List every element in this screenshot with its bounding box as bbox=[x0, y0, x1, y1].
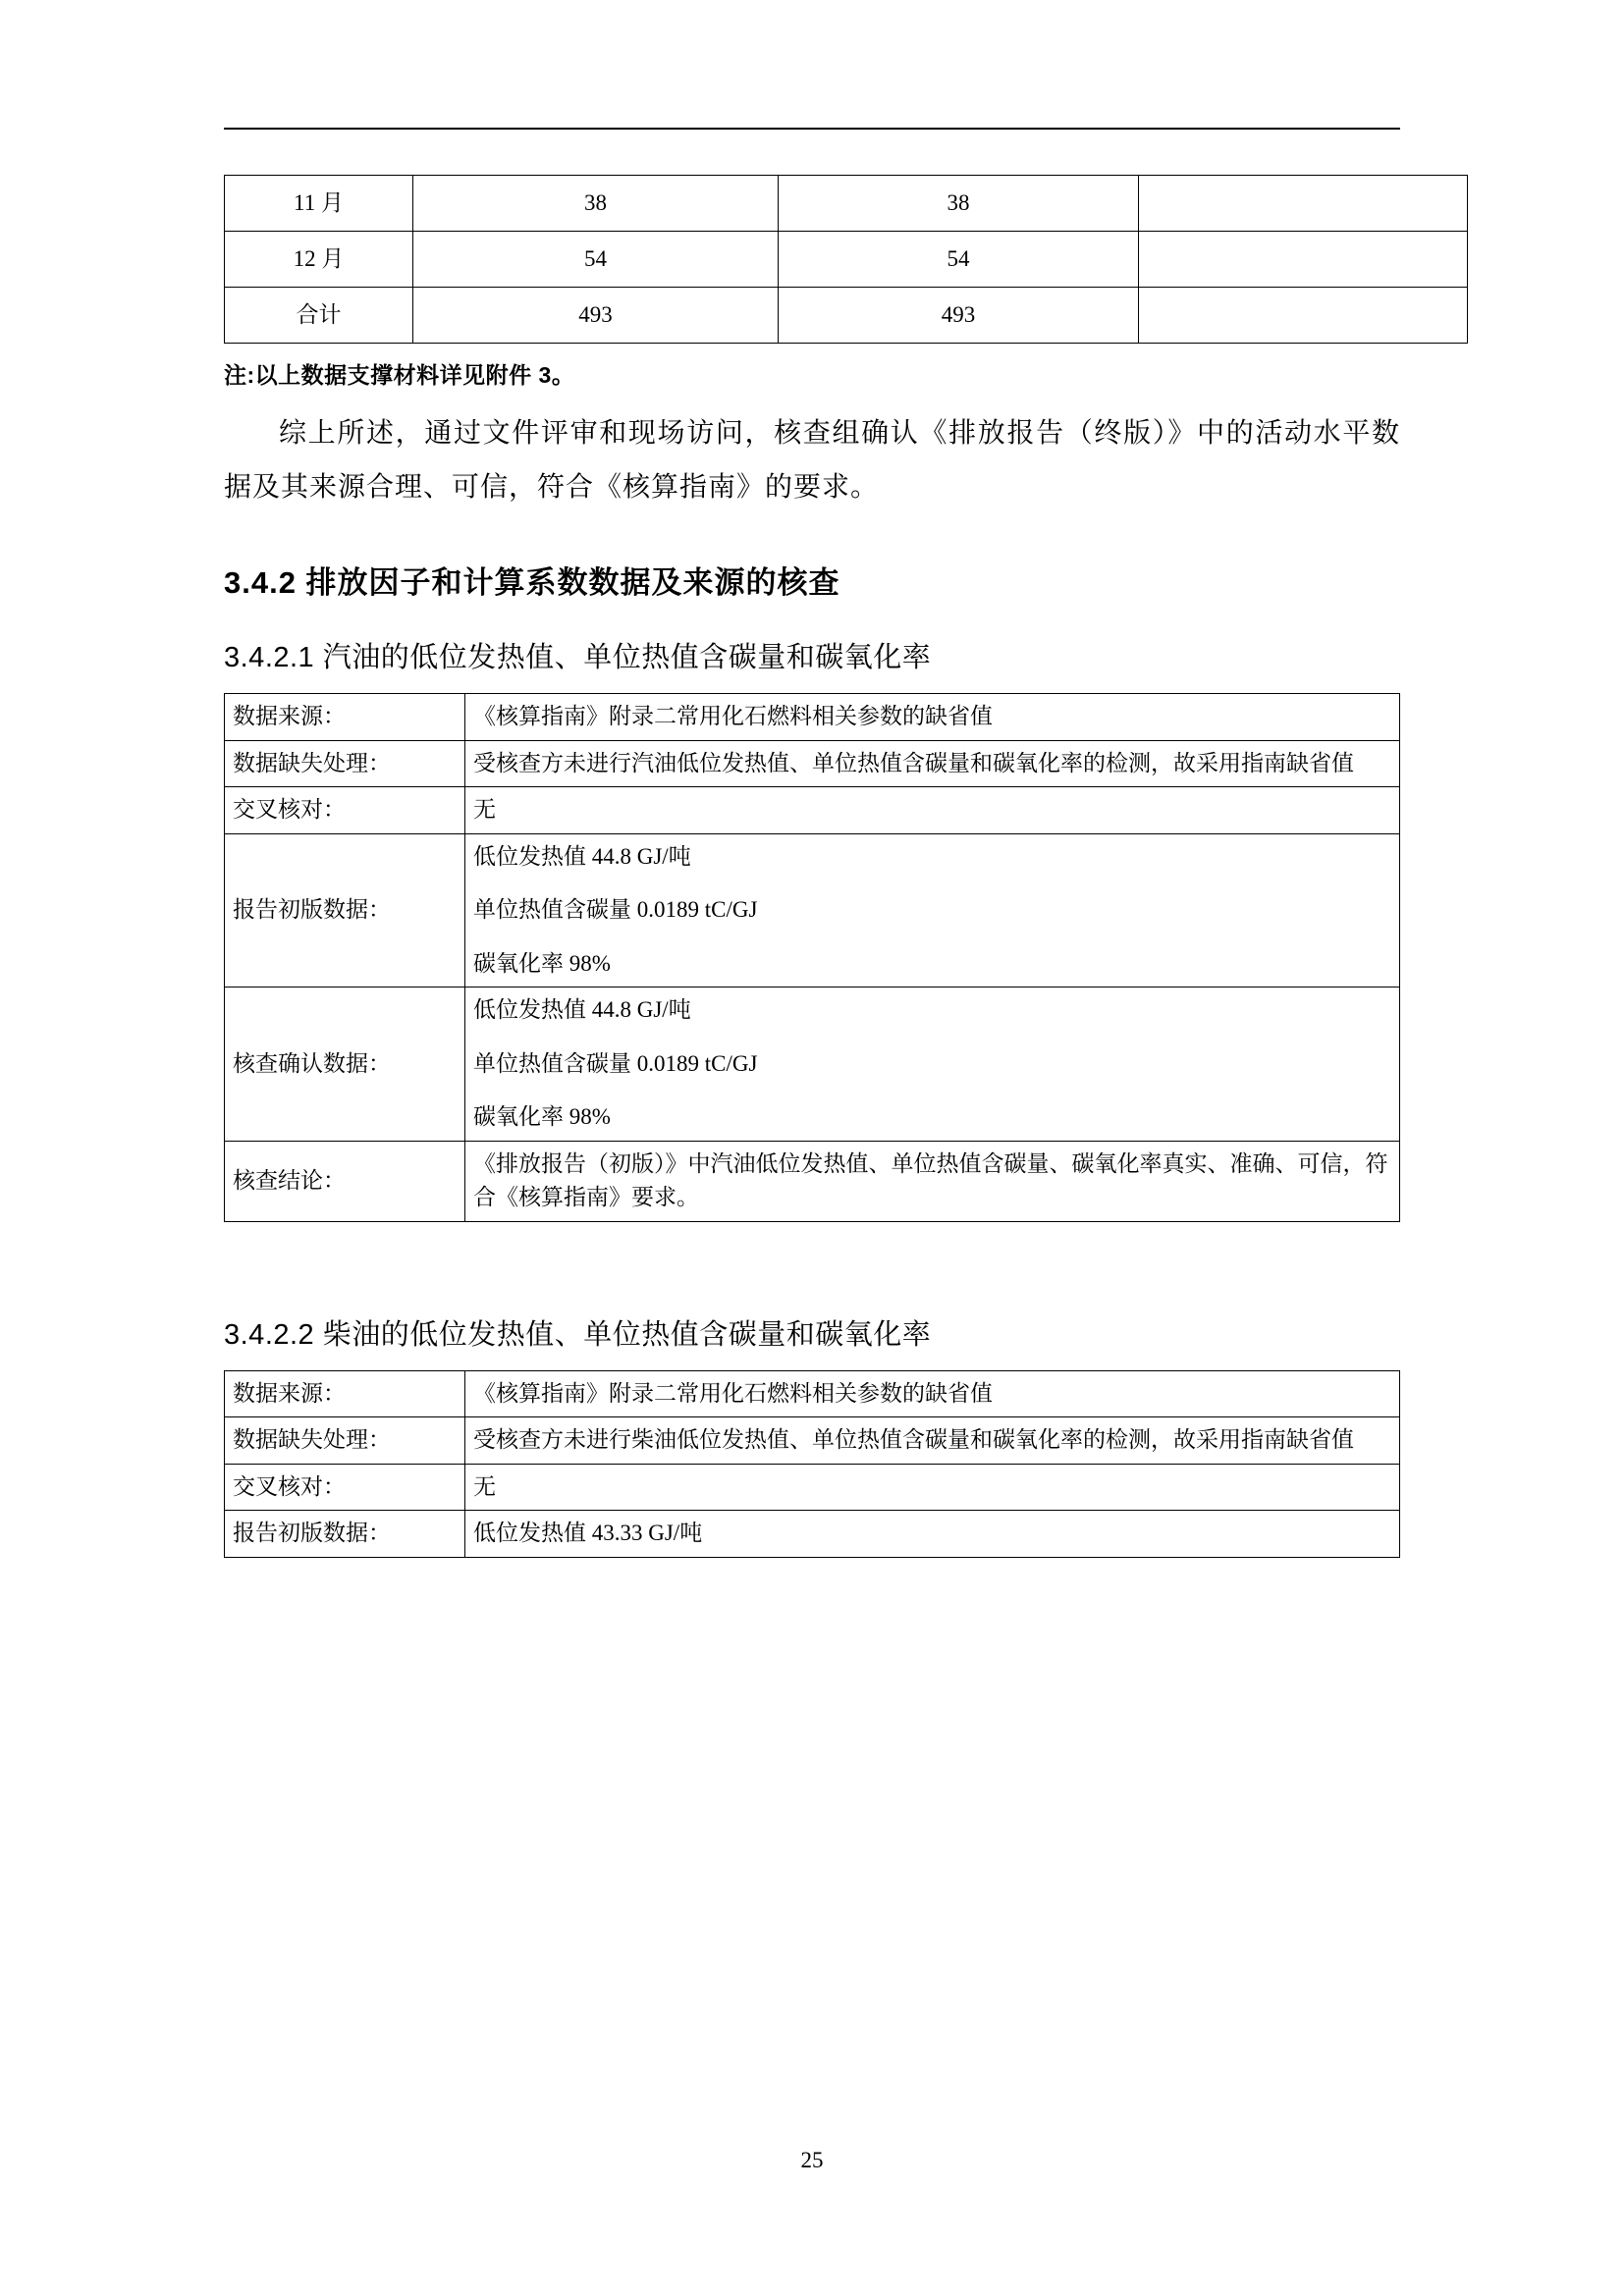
table-row bbox=[225, 1370, 1400, 1417]
row-label: 核查确认数据： bbox=[225, 988, 465, 1142]
row-value bbox=[465, 1511, 1400, 1558]
row-value bbox=[465, 988, 1400, 1142]
total-cell-1: 493 bbox=[413, 288, 779, 344]
month-cell: 11 月 bbox=[225, 176, 413, 232]
row-label: 交叉核对： bbox=[225, 787, 465, 834]
total-cell-3 bbox=[1139, 288, 1468, 344]
value-line: 单位热值含碳量 0.0189 tC/GJ bbox=[473, 897, 758, 923]
row-value bbox=[465, 694, 1400, 741]
value-line: 《排放报告（初版）》中汽油低位发热值、单位热值含碳量、碳氧化率真实、准确、可信，符合《核算指南》要求。 bbox=[473, 1150, 1388, 1210]
table-note: 注:以上数据支撑材料详见附件 3。 bbox=[224, 362, 575, 388]
table-row bbox=[225, 176, 1468, 232]
value-line: 碳氧化率 98% bbox=[473, 1104, 611, 1130]
diesel-parameter-table bbox=[224, 1370, 1400, 1558]
value-line: 《核算指南》附录二常用化石燃料相关参数的缺省值 bbox=[473, 1380, 993, 1406]
value-line: 单位热值含碳量 0.0189 tC/GJ bbox=[473, 1050, 758, 1076]
value-cell-3 bbox=[1139, 176, 1468, 232]
value-cell-2: 54 bbox=[779, 232, 1139, 288]
value-line: 碳氧化率 98% bbox=[473, 950, 611, 976]
row-label: 数据缺失处理： bbox=[225, 1417, 465, 1465]
row-label: 数据来源： bbox=[225, 1370, 465, 1417]
table-row bbox=[225, 833, 1400, 988]
row-value bbox=[465, 740, 1400, 787]
value-cell-1: 54 bbox=[413, 232, 779, 288]
table-row bbox=[225, 694, 1400, 741]
row-label: 数据来源： bbox=[225, 694, 465, 741]
section-spacer bbox=[224, 1222, 1400, 1279]
row-value bbox=[465, 1370, 1400, 1417]
total-cell-2: 493 bbox=[779, 288, 1139, 344]
table-row bbox=[225, 232, 1468, 288]
table-row bbox=[225, 1417, 1400, 1465]
row-value bbox=[465, 787, 1400, 834]
value-line: 无 bbox=[473, 1473, 496, 1499]
table-row bbox=[225, 1141, 1400, 1221]
value-line: 低位发热值 44.8 GJ/吨 bbox=[473, 997, 691, 1023]
page-number: 25 bbox=[800, 2148, 824, 2172]
monthly-data-table bbox=[224, 175, 1468, 344]
value-cell-1: 38 bbox=[413, 176, 779, 232]
value-line: 低位发热值 44.8 GJ/吨 bbox=[473, 843, 691, 869]
table-row bbox=[225, 787, 1400, 834]
row-label: 报告初版数据： bbox=[225, 1511, 465, 1558]
value-line: 低位发热值 43.33 GJ/吨 bbox=[473, 1521, 703, 1546]
header-rule bbox=[224, 128, 1400, 130]
table-row bbox=[225, 740, 1400, 787]
subsection-heading-gasoline: 3.4.2.1 汽油的低位发热值、单位热值含碳量和碳氧化率 bbox=[224, 642, 932, 674]
value-line: 受核查方未进行汽油低位发热值、单位热值含碳量和碳氧化率的检测，故采用指南缺省值 bbox=[473, 750, 1354, 775]
row-label: 核查结论： bbox=[225, 1141, 465, 1221]
row-label: 报告初版数据： bbox=[225, 833, 465, 988]
page-content bbox=[224, 175, 1400, 1558]
value-line: 《核算指南》附录二常用化石燃料相关参数的缺省值 bbox=[473, 704, 993, 729]
summary-paragraph: 综上所述，通过文件评审和现场访问，核查组确认《排放报告（终版）》中的活动水平数据及其来源合理、可信，符合《核算指南》的要求。 bbox=[224, 418, 1400, 503]
value-line: 无 bbox=[473, 797, 496, 823]
subsection-heading-diesel: 3.4.2.2 柴油的低位发热值、单位热值含碳量和碳氧化率 bbox=[224, 1318, 932, 1351]
gasoline-parameter-table bbox=[224, 693, 1400, 1222]
value-cell-3 bbox=[1139, 232, 1468, 288]
row-label: 交叉核对： bbox=[225, 1464, 465, 1511]
table-row bbox=[225, 1511, 1400, 1558]
row-value bbox=[465, 1417, 1400, 1465]
row-label: 数据缺失处理： bbox=[225, 740, 465, 787]
total-label-cell: 合计 bbox=[225, 288, 413, 344]
table-row bbox=[225, 1464, 1400, 1511]
value-cell-2: 38 bbox=[779, 176, 1139, 232]
section-heading: 3.4.2 排放因子和计算系数数据及来源的核查 bbox=[224, 565, 840, 601]
table-row bbox=[225, 988, 1400, 1142]
row-value bbox=[465, 1141, 1400, 1221]
row-value bbox=[465, 833, 1400, 988]
table-row-total bbox=[225, 288, 1468, 344]
value-line: 受核查方未进行柴油低位发热值、单位热值含碳量和碳氧化率的检测，故采用指南缺省值 bbox=[473, 1427, 1354, 1453]
row-value bbox=[465, 1464, 1400, 1511]
month-cell: 12 月 bbox=[225, 232, 413, 288]
